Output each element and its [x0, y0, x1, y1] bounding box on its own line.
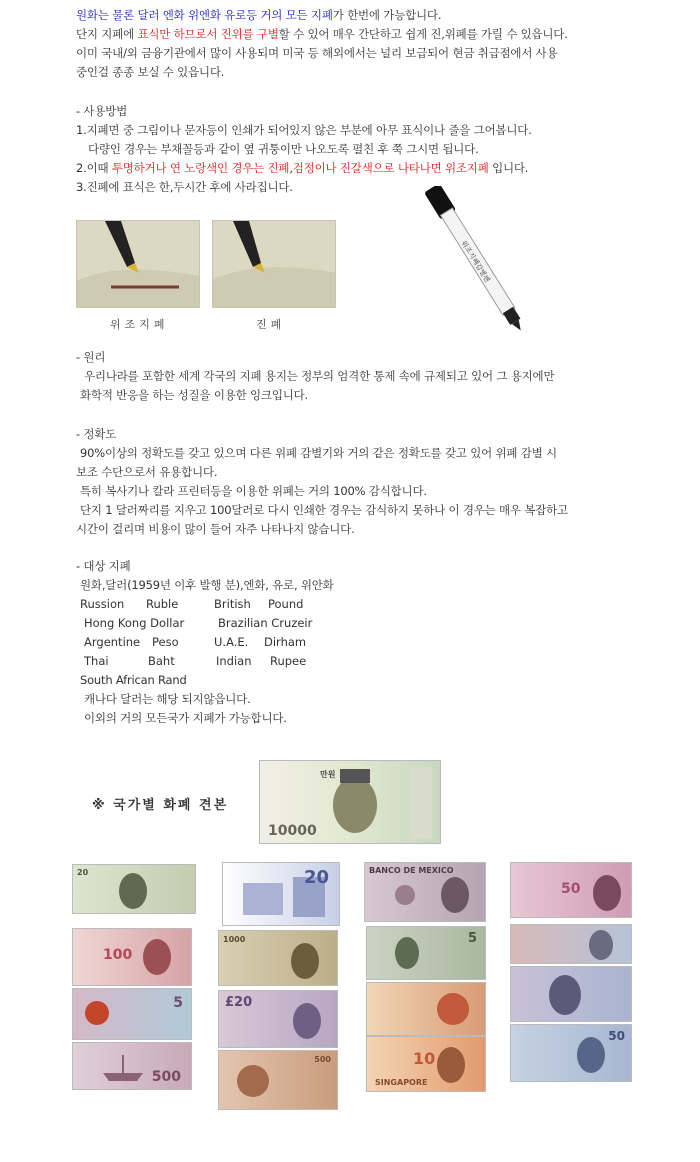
currency-cell: Hong Kong Dollar — [84, 616, 185, 630]
accuracy-line-2: 보조 수단으로서 유용합니다. — [76, 465, 218, 479]
accuracy-line-5: 시간이 걸리며 비용이 많이 들어 자주 나타나지 않습니다. — [76, 522, 355, 536]
principle-line-2: 화학적 반응을 하는 성질을 이용한 잉크입니다. — [80, 388, 309, 402]
currency-cell: Brazilian Cruzeir — [218, 616, 313, 630]
targets-south-africa: South African Rand — [80, 673, 187, 687]
principle-line-1: 우리나라를 포함한 세계 각국의 지폐 용지는 정부의 엄격한 통제 속에 규제되고 있어 그 용지에만 — [84, 369, 555, 383]
accuracy-line-1: 90%이상의 정확도를 갖고 있으며 다른 위폐 감별기와 거의 같은 정확도를 갖고 있어 위폐 감별 시 — [80, 446, 557, 460]
hkd-value: 500 — [314, 1055, 331, 1064]
cny-portrait-icon — [73, 929, 192, 986]
targets-heading: - 대상 지폐 — [76, 559, 131, 573]
currency-cell: Thai — [84, 654, 109, 668]
krw-value: 10000 — [268, 823, 317, 839]
gbp-value: £20 — [225, 995, 253, 1010]
jpy-value: 1000 — [223, 935, 246, 944]
krw-label: 만원 — [320, 770, 336, 779]
fake-note-caption: 위조지폐 — [110, 318, 169, 331]
sar-note — [366, 926, 486, 980]
counterfeit-pen-icon — [390, 186, 560, 336]
targets-others: 이외의 거의 모든국가 지폐가 가능합니다. — [84, 711, 287, 725]
krw-note — [259, 760, 441, 844]
usage-step-3: 3.진폐에 표식은 한,두시간 후에 사라집니다. — [76, 180, 293, 194]
currency-cell: Peso — [152, 635, 179, 649]
samples-heading: ※ 국가별 화폐 견본 — [92, 798, 229, 813]
currency-cell: Rupee — [270, 654, 307, 668]
currency-cell: Ruble — [146, 597, 179, 611]
eur-value: 20 — [303, 867, 329, 888]
currency-cell: Dirham — [264, 635, 307, 649]
intro-highlight: 원화는 물론 달러 엔화 위엔화 유로등 거의 모든 지폐 — [76, 8, 333, 22]
usage-step-1b: 다량인 경우는 부채꼴등과 같이 옆 귀퉁이만 나오도록 펼친 후 쭉 그시면 됩니다. — [88, 142, 479, 156]
targets-canada: 캐나다 달러는 해당 되지않읍니다. — [84, 692, 251, 706]
pen-on-fake-note-icon — [77, 221, 200, 308]
sar-value: 5 — [467, 931, 477, 946]
pen-label: 위조지폐감별펜 — [459, 239, 492, 284]
currency-cell: Russion — [80, 597, 125, 611]
thb-note — [510, 1024, 632, 1082]
thb-value: 50 — [608, 1029, 625, 1043]
cny-value: 100 — [103, 947, 133, 963]
accuracy-line-4: 단지 1 달러짜리를 지우고 100달러로 다시 인쇄한 경우는 감식하지 못하나 이 경우는 매우 복잡하고 — [80, 503, 568, 517]
currency-cell: Argentine — [84, 635, 141, 649]
hkd-note — [218, 1050, 338, 1110]
ars-note — [510, 966, 632, 1022]
cny-orange-note — [366, 982, 486, 1036]
cny-note — [72, 928, 192, 986]
accuracy-heading: - 정확도 — [76, 427, 117, 441]
ars-portrait-icon — [511, 967, 632, 1022]
genuine-note-caption: 진폐 — [256, 318, 286, 331]
tiger-icon — [367, 983, 486, 1036]
sgd-label: SINGAPORE — [375, 1078, 428, 1087]
intro-line-4: 중인걸 종종 보실 수 있읍니다. — [76, 65, 225, 79]
rub-value: 500 — [151, 1069, 181, 1085]
usage-heading: - 사용방법 — [76, 104, 128, 118]
intro-line-1: 원화는 물론 달러 엔화 위엔화 유로등 거의 모든 지폐가 한번에 가능합니다. — [76, 8, 442, 22]
accuracy-line-3: 특히 복사기나 칼라 프린터등을 이용한 위폐는 거의 100% 감식합니다. — [80, 484, 427, 498]
genuine-note-photo — [212, 220, 336, 308]
mxn-label: BANCO DE MEXICO — [369, 866, 454, 875]
currency-cell: U.A.E. — [214, 635, 249, 649]
usd-note — [72, 864, 196, 914]
pen-on-genuine-note-icon — [213, 221, 336, 308]
usd-value: 20 — [77, 868, 89, 877]
aud-note — [72, 988, 192, 1040]
usd-portrait-icon — [73, 865, 196, 914]
currency-cell: British — [214, 597, 251, 611]
usage-step-1: 1.지폐면 중 그림이나 문자등이 인쇄가 되어있지 않은 부분에 아무 표식이나 줄을 그어봅니다. — [76, 123, 532, 137]
brl-portrait-icon — [511, 925, 632, 964]
inr-value: 50 — [561, 881, 581, 897]
sgd-value: 10 — [413, 1049, 436, 1068]
inr-note — [510, 862, 632, 918]
eur-note — [222, 862, 340, 926]
fake-note-photo — [76, 220, 200, 308]
intro-line-3: 이미 국내/외 금융기관에서 많이 사용되며 미국 등 해외에서는 널리 보급되어 현금 취급점에서 사용 — [76, 46, 558, 60]
rub-note — [72, 1042, 192, 1090]
principle-heading: - 원리 — [76, 350, 106, 364]
gbp-note — [218, 990, 338, 1048]
sgd-note — [366, 1036, 486, 1092]
intro-line-2: 단지 지폐에 표식만 하므로서 진위를 구별할 수 있어 매우 간단하고 쉽게 진,위폐를 가릴 수 있읍니다. — [76, 27, 568, 41]
mxn-note — [364, 862, 486, 922]
currency-cell: Pound — [268, 597, 304, 611]
targets-line-1: 원화,달러(1959년 이후 발행 분),엔화, 유로, 위안화 — [80, 578, 334, 592]
usage-step-2: 2.이때 투명하거나 연 노랑색인 경우는 진폐,검정이나 진갈색으로 나타나면 위조지폐 입니다. — [76, 161, 529, 175]
currency-cell: Indian — [216, 654, 252, 668]
aud-value: 5 — [173, 995, 183, 1011]
currency-cell: Baht — [148, 654, 175, 668]
brl-note — [510, 924, 632, 964]
jpy-note — [218, 930, 338, 986]
